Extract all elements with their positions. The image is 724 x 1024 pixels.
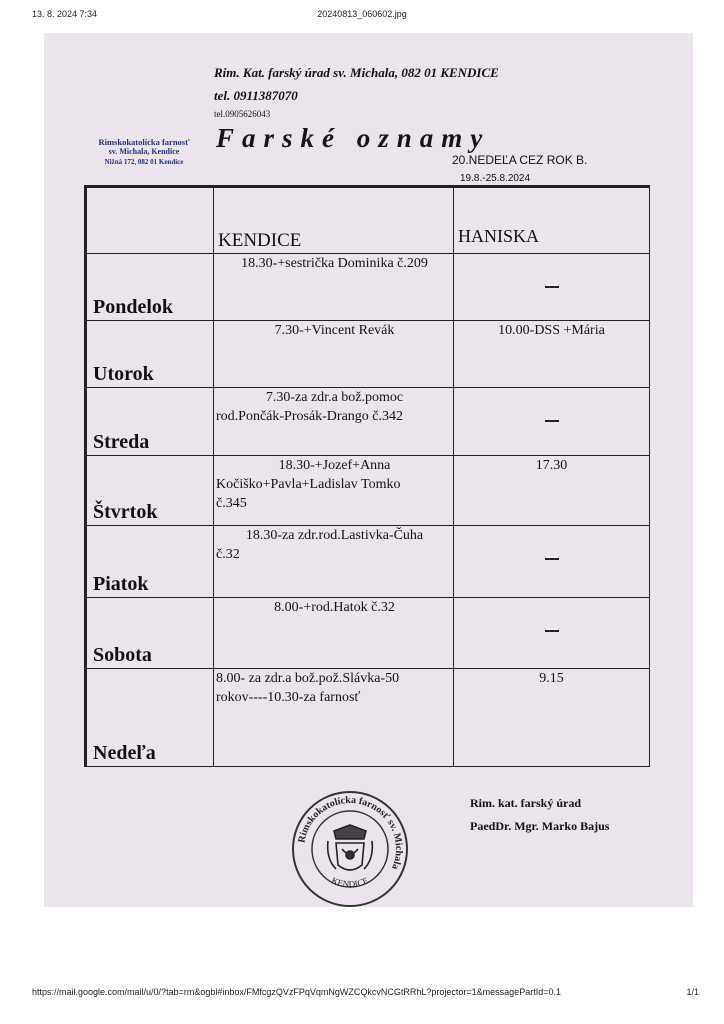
schedule-row: [87, 669, 650, 767]
day-name: Utorok: [87, 321, 214, 388]
haniska-intention-text: 10.00-DSS +Mária: [498, 323, 605, 338]
parish-stamp: [74, 137, 214, 167]
svg-text:KENDICE: [330, 875, 370, 889]
week-label: 20.NEDEĽA CEZ ROK B.: [452, 153, 588, 167]
kendice-intention: [214, 388, 454, 456]
kendice-intention-line: 18.30-+Jozef+Anna: [278, 458, 391, 473]
print-date: 13. 8. 2024 7:34: [32, 9, 98, 19]
no-mass-dash: [545, 558, 559, 560]
kendice-intention-line: rod.Pončák-Prosák-Drango č.342: [216, 409, 404, 424]
haniska-intention-text: 17.30: [535, 458, 568, 473]
signature-office: Rim. kat. farský úrad: [470, 796, 582, 810]
schedule-row: [87, 598, 650, 669]
table-header-row: [87, 188, 650, 254]
day-name: Sobota: [87, 598, 214, 669]
kendice-intention-line: 8.00- za zdr.a bož.pož.Slávka-50: [216, 671, 400, 686]
no-mass-dash: [545, 630, 559, 632]
day-name: Piatok: [87, 526, 214, 598]
kendice-intention: [214, 456, 454, 526]
haniska-intention: [454, 254, 650, 321]
day-name: Pondelok: [87, 254, 214, 321]
kendice-intention-line: č.32: [216, 547, 240, 562]
haniska-intention: [454, 456, 650, 526]
day-name: Štvrtok: [87, 456, 214, 526]
no-mass-dash: [545, 420, 559, 422]
kendice-intention-line: rokov----10.30-za farnosť: [216, 690, 361, 705]
schedule-row: [87, 254, 650, 321]
print-page-number: 1/1: [686, 987, 699, 997]
scanned-document: [44, 33, 693, 907]
seal-bottom-text: KENDICE: [330, 875, 370, 890]
letterhead-phone-secondary: tel.0905626043: [214, 109, 271, 119]
seal-ring-text: Rimskokatolícka farnosť sv. Michala: [296, 794, 405, 872]
haniska-intention: [454, 388, 650, 456]
column-header-kendice: KENDICE: [214, 188, 454, 254]
day-name: Streda: [87, 388, 214, 456]
header-blank-cell: [87, 188, 214, 254]
kendice-intention-line: Kočiško+Pavla+Ladislav Tomko: [216, 477, 401, 492]
haniska-intention: [454, 321, 650, 388]
document-title: Farské oznamy: [216, 123, 491, 153]
kendice-intention-line: č.345: [216, 496, 247, 511]
kendice-intention-line: 18.30-za zdr.rod.Lastivka-Čuha: [245, 528, 424, 543]
kendice-intention-line: 7.30-+Vincent Revák: [274, 323, 395, 338]
date-range: 19.8.-25.8.2024: [460, 173, 531, 184]
day-name: Nedeľa: [87, 669, 214, 767]
schedule-row: [87, 321, 650, 388]
print-title: 20240813_060602.jpg: [317, 9, 407, 19]
haniska-intention: [454, 526, 650, 598]
parish-seal: [290, 789, 410, 909]
letterhead-phone: tel. 0911387070: [214, 88, 298, 103]
haniska-intention: [454, 669, 650, 767]
haniska-intention-text: 9.15: [539, 671, 564, 686]
mass-schedule-table: [84, 185, 650, 767]
kendice-intention: [214, 254, 454, 321]
stamp-line-2: sv. Michala, Kendice: [108, 147, 180, 156]
stamp-line-3: Nižná 172, 082 01 Kendice: [104, 158, 184, 166]
signature-name: PaedDr. Mgr. Marko Bajus: [470, 819, 610, 833]
schedule-row: [87, 388, 650, 456]
kendice-intention: [214, 526, 454, 598]
kendice-intention: [214, 321, 454, 388]
no-mass-dash: [545, 286, 559, 288]
schedule-row: [87, 526, 650, 598]
kendice-intention-line: 18.30-+sestrička Dominika č.209: [241, 256, 428, 271]
haniska-intention: [454, 598, 650, 669]
schedule-row: [87, 456, 650, 526]
print-url: https://mail.google.com/mail/u/0/?tab=rm&ogbl#inbox/FMfcgzQVzFPqVqmNgWZCQkcvNCGtRRhL?projector=1&messagePartId=0.1: [32, 987, 561, 997]
column-header-haniska: HANISKA: [454, 188, 650, 254]
seal-emblem-icon: [328, 825, 373, 870]
letterhead-office: Rim. Kat. farský úrad sv. Michala, 082 01 KENDICE: [214, 65, 499, 80]
kendice-intention: [214, 669, 454, 767]
kendice-intention-line: 7.30-za zdr.a bož.pomoc: [265, 390, 404, 405]
stamp-line-1: Rimskokatolícka farnosť: [98, 137, 190, 147]
kendice-intention-line: 8.00-+rod.Hatok č.32: [274, 600, 395, 615]
kendice-intention: [214, 598, 454, 669]
